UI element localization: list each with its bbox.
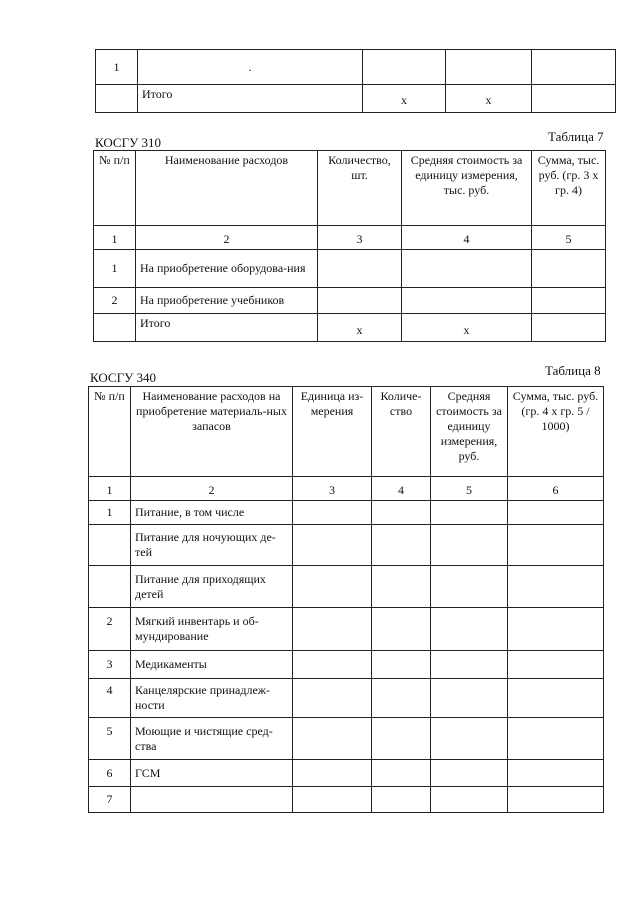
table-row	[89, 679, 604, 718]
header-row	[94, 151, 606, 226]
col-number: 2	[131, 477, 293, 501]
row-number: 2	[89, 608, 131, 651]
row-name: Мягкий инвентарь и об-мундирование	[131, 608, 293, 651]
col-number: 5	[532, 226, 606, 250]
row-name: ГСМ	[131, 760, 293, 787]
row-number: 4	[89, 679, 131, 718]
col-number: 2	[136, 226, 318, 250]
col-number: 1	[89, 477, 131, 501]
col-number: 3	[293, 477, 372, 501]
row-number: 6	[89, 760, 131, 787]
row-number: 1	[89, 501, 131, 525]
row-name: Питание для ночующих де-тей	[131, 525, 293, 566]
header-row	[89, 387, 604, 477]
top-table	[95, 49, 616, 113]
kosgu-340-label: КОСГУ 340	[90, 370, 157, 385]
cell	[532, 314, 606, 342]
table-row	[89, 787, 604, 813]
row-name: Канцелярские принадлеж-ности	[131, 679, 293, 718]
cell	[532, 50, 616, 85]
header-num: № п/п	[94, 151, 136, 226]
cell: x	[318, 314, 402, 342]
column-numbers-row	[89, 477, 604, 501]
row-number	[89, 566, 131, 608]
cell: x	[363, 85, 446, 113]
cell: x	[402, 314, 532, 342]
col-number: 4	[372, 477, 431, 501]
header-name: Наименование расходов на приобретение материаль-ных запасов	[131, 387, 293, 477]
row-name: Питание, в том числе	[131, 501, 293, 525]
row-number	[96, 85, 138, 113]
row-name: Моющие и чистящие сред-ства	[131, 718, 293, 760]
header-qty: Количе-ство	[372, 387, 431, 477]
row-name: На приобретение учебников	[136, 288, 318, 314]
header-num: № п/п	[89, 387, 131, 477]
row-number: 2	[94, 288, 136, 314]
row-number: 3	[89, 651, 131, 679]
table-7	[93, 150, 606, 342]
table-7-label: Таблица 7	[548, 129, 604, 144]
col-number: 6	[508, 477, 604, 501]
table-row	[89, 566, 604, 608]
row-name	[131, 787, 293, 813]
col-number: 4	[402, 226, 532, 250]
row-number: 1	[96, 50, 138, 85]
table-row	[89, 760, 604, 787]
table-row	[94, 314, 606, 342]
header-name: Наименование расходов	[136, 151, 318, 226]
header-sum: Сумма, тыс. руб. (гр. 4 х гр. 5 / 1000)	[508, 387, 604, 477]
row-number: 1	[94, 250, 136, 288]
row-name: .	[138, 50, 363, 85]
table-8	[88, 386, 604, 813]
row-name: Итого	[138, 85, 363, 113]
row-number	[89, 525, 131, 566]
table-row	[89, 525, 604, 566]
row-number: 5	[89, 718, 131, 760]
table-row	[96, 50, 616, 85]
cell	[318, 250, 402, 288]
table-row	[89, 718, 604, 760]
row-number	[94, 314, 136, 342]
column-numbers-row	[94, 226, 606, 250]
table-row	[89, 651, 604, 679]
header-qty: Количество, шт.	[318, 151, 402, 226]
row-name: На приобретение оборудова-ния	[136, 250, 318, 288]
table-row	[89, 608, 604, 651]
row-number: 7	[89, 787, 131, 813]
kosgu-310-label: КОСГУ 310	[95, 135, 162, 150]
cell	[532, 85, 616, 113]
cell	[402, 288, 532, 314]
cell	[532, 288, 606, 314]
cell	[402, 250, 532, 288]
header-unit: Единица из-мерения	[293, 387, 372, 477]
row-name: Медикаменты	[131, 651, 293, 679]
col-number: 1	[94, 226, 136, 250]
header-sum: Сумма, тыс. руб. (гр. 3 х гр. 4)	[532, 151, 606, 226]
cell	[318, 288, 402, 314]
cell	[363, 50, 446, 85]
table-8-label: Таблица 8	[545, 363, 601, 378]
row-name: Питание для приходящих детей	[131, 566, 293, 608]
row-name: Итого	[136, 314, 318, 342]
header-price: Средняя стоимость за единицу измерения, руб.	[431, 387, 508, 477]
cell	[446, 50, 532, 85]
cell	[532, 250, 606, 288]
table-row	[96, 85, 616, 113]
table-row	[89, 501, 604, 525]
table-row	[94, 288, 606, 314]
col-number: 3	[318, 226, 402, 250]
cell: x	[446, 85, 532, 113]
header-price: Средняя стоимость за единицу измерения, тыс. руб.	[402, 151, 532, 226]
col-number: 5	[431, 477, 508, 501]
table-row	[94, 250, 606, 288]
